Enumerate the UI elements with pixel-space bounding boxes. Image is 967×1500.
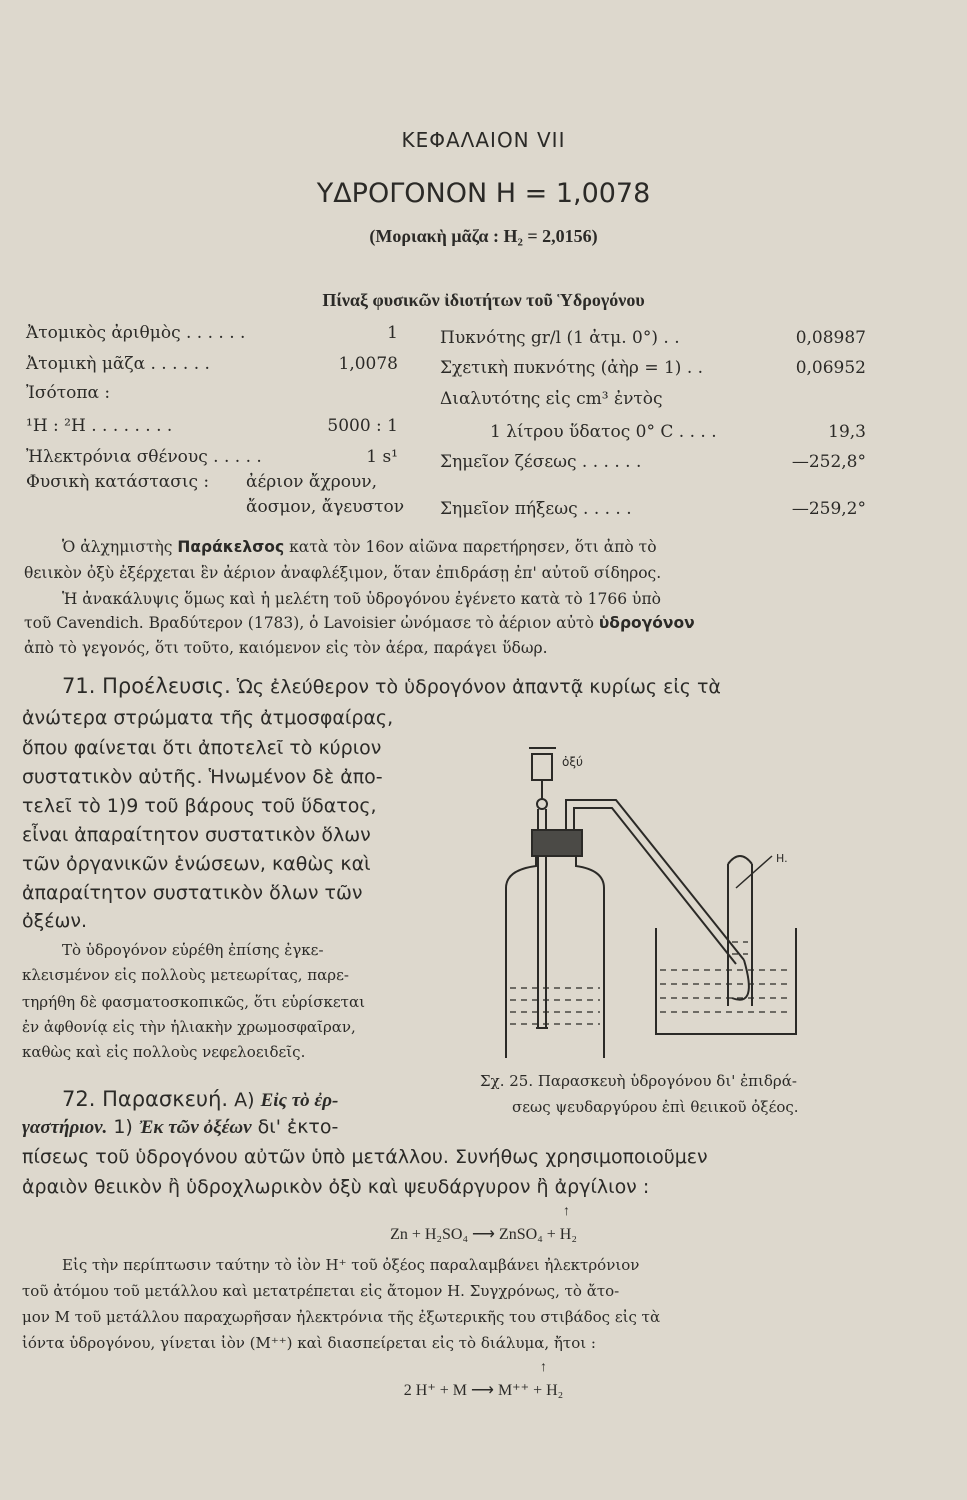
intro-line [62,538,657,556]
page-title: ΥΔΡΟΓΟΝΟΝ H = 1,0078 [316,178,651,209]
chapter-heading: ΚΕΦΑΛΑΙΟΝ VII [401,128,566,152]
equation-2: 2 H⁺ + M ⟶ M⁺⁺ + H₂ [403,1382,564,1399]
gas-arrow: ↑ [540,1360,547,1375]
small-line: καθὼς καὶ εἰς πολλοὺς νεφελοειδεῖς. [22,1043,306,1061]
ion-line: ἰόντα ὑδρογόνου, γίνεται ἰὸν (M⁺⁺) καὶ διασπείρεται εἰς τὸ διάλυμα, ἤτοι : [22,1334,596,1352]
prop-label: Σχετικὴ πυκνότης (ἀὴρ = 1) . . [440,358,704,378]
prop-label: Ἰσότοπα : [26,383,111,403]
prop-label: ¹H : ²H . . . . . . . . [26,416,173,436]
small-line: κλεισμένον εἰς πολλοὺς μετεωρίτας, παρε- [22,966,349,984]
section-line: ὅπου φαίνεται ὅτι ἀποτελεῖ τὸ κύριον [22,737,382,759]
prop-label: Ἀτομικὴ μᾶζα . . . . . . [26,354,210,374]
prop-value: 1,0078 [338,354,398,374]
text-run: Α) [234,1089,255,1111]
funnel-reservoir [532,754,552,780]
prop-label: Φυσικὴ κατάστασις : [26,472,210,492]
section-line: τῶν ὀργανικῶν ἑνώσεων, καθὼς καὶ [22,853,371,875]
ion-line: μον M τοῦ μετάλλου παραχωρῆσαν ἠλεκτρόνια τῆς ἐξωτερικῆς του στιβάδος εἰς τὰ [22,1308,661,1326]
prop-label: Σημεῖον πήξεως . . . . . [440,499,632,519]
section-line: εἶναι ἀπαραίτητον συστατικὸν ὅλων [22,824,371,846]
intro-line: Ἡ ἀνακάλυψις ὅμως καὶ ἡ μελέτη τοῦ ὑδρογόνου ἐγένετο κατὰ τὸ 1766 ὑπὸ [62,590,661,608]
section-line [22,1116,338,1139]
gas-arrow: ↑ [563,1204,570,1219]
table-title: Πίναξ φυσικῶν ἰδιοτήτων τοῦ Ὑδρογόνου [322,290,645,310]
section-heading: 72. Παρασκευή. [62,1087,229,1111]
prop-label: 1 λίτρου ὕδατος 0° C . . . . [490,422,717,442]
italic-run: Ἐκ τῶν ὀξέων [138,1117,252,1138]
section-line: ἀραιὸν θειικὸν ἢ ὑδροχλωρικὸν ὀξὺ καὶ ψευδάργυρον ἢ ἀργίλιον : [22,1176,650,1198]
prop-label: Σημεῖον ζέσεως . . . . . . [440,452,642,472]
label-acid: ὀξύ [562,755,583,769]
prop-value: —259,2° [791,499,866,519]
prop-value: 1 s¹ [366,447,398,467]
italic-run: Εἰς τὸ ἐρ- [260,1090,339,1111]
water-trough [656,928,796,1034]
intro-line: ἀπὸ τὸ γεγονός, ὅτι τοῦτο, καιόμενον εἰς τὸν ἀέρα, παράγει ὕδωρ. [24,639,548,657]
bottle-outline [506,850,604,1058]
italic-run: γαστήριον. [22,1117,108,1138]
section-line: τελεῖ τὸ 1)9 τοῦ βάρους τοῦ ὕδατος, [22,795,377,817]
equation-1: Zn + H₂SO₄ ⟶ ZnSO₄ + H₂ [390,1226,577,1243]
text-run: τοῦ Cavendich. Βραδύτερον (1783), ὁ Lavoisier ὠνόμασε τὸ ἀέριον αὐτὸ [24,614,599,632]
h-pointer [736,856,772,888]
bold-name: Παράκελσος [177,538,285,556]
prop-label: Ἀτομικὸς ἀριθμὸς . . . . . . [26,323,246,343]
text-run: κατὰ τὸν 16ον αἰῶνα παρετήρησεν, ὅτι ἀπὸ τὸ [284,538,657,556]
tube-bend [732,960,749,1000]
section-line: ὀξέων. [22,910,88,932]
small-line: τηρήθη δὲ φασματοσκοπικῶς, ὅτι εὑρίσκεται [22,993,365,1011]
prop-value: ἀέριον ἄχρουν, [246,472,378,492]
ion-line: Εἰς τὴν περίπτωσιν ταύτην τὸ ἰὸν H⁺ τοῦ ὀξέος παραλαμβάνει ἠλεκτρόνιον [62,1256,640,1274]
stopper [532,830,582,856]
prop-value: 5000 : 1 [327,416,398,436]
prop-value: 0,08987 [795,328,866,348]
prop-value: 19,3 [828,422,866,442]
small-line: Τὸ ὑδρογόνον εὑρέθη ἐπίσης ἐγκε- [62,941,324,959]
prop-label: Πυκνότης gr/l (1 ἀτμ. 0°) . . [440,328,680,348]
ion-line: τοῦ ἀτόμου τοῦ μετάλλου καὶ μετατρέπεται εἰς ἄτομον H. Συγχρόνως, τὸ ἄτο- [22,1282,620,1300]
section-line: συστατικὸν αὐτῆς. Ἡνωμένον δὲ ἀπο- [22,766,383,788]
label-hydrogen: H. [776,852,788,865]
small-line: ἐν ἀφθονίᾳ εἰς τὴν ἡλιακὴν χρωμοσφαῖραν, [22,1018,356,1036]
prop-value: —252,8° [791,452,866,472]
hydrogen-apparatus-figure [496,738,841,1058]
stopcock [537,799,547,809]
section-line: πίσεως τοῦ ὑδρογόνου αὐτῶν ὑπὸ μετάλλου. Συνήθως χρησιμοποιοῦμεν [22,1146,708,1168]
prop-label: Ἠλεκτρόνια σθένους . . . . . [26,447,262,467]
text-run: Ὁ ἀλχημιστὴς [62,538,178,556]
section-heading: 71. Προέλευσις. [62,674,231,698]
prop-label: Διαλυτότης εἰς cm³ ἐντὸς [440,389,663,409]
section-line: ἀνώτερα στρώματα τῆς ἀτμοσφαίρας, [22,707,394,729]
text-run: 1) [113,1116,133,1138]
section-line [62,1087,338,1112]
prop-value: ἄοσμον, ἄγευστον [246,497,405,517]
molar-mass-subtitle: (Μοριακὴ μᾶζα : H₂ = 2,0156) [369,226,598,246]
prop-value: 0,06952 [795,358,866,378]
intro-line [24,614,695,632]
section-line [62,674,721,698]
intro-line: θειικὸν ὀξὺ ἐξέρχεται ἓν ἀέριον ἀναφλέξιμον, ὅταν ἐπιδράσῃ ἐπ' αὐτοῦ σίδηρος. [24,564,662,582]
prop-value: 1 [387,323,398,343]
figure-caption-line: Σχ. 25. Παρασκευὴ ὑδρογόνου δι' ἐπιδρά- [480,1072,797,1090]
section-line: ἀπαραίτητον συστατικὸν ὅλων τῶν [22,882,363,904]
text-run: δι' ἐκτο- [257,1116,339,1138]
bold-term: ὑδρογόνον [598,614,695,632]
figure-caption-line: σεως ψευδαργύρου ἐπὶ θειικοῦ ὀξέος. [512,1098,799,1116]
text-run: Ὡς ἐλεύθερον τὸ ὑδρογόνον ἀπαντᾷ κυρίως εἰς τὰ [236,676,721,698]
